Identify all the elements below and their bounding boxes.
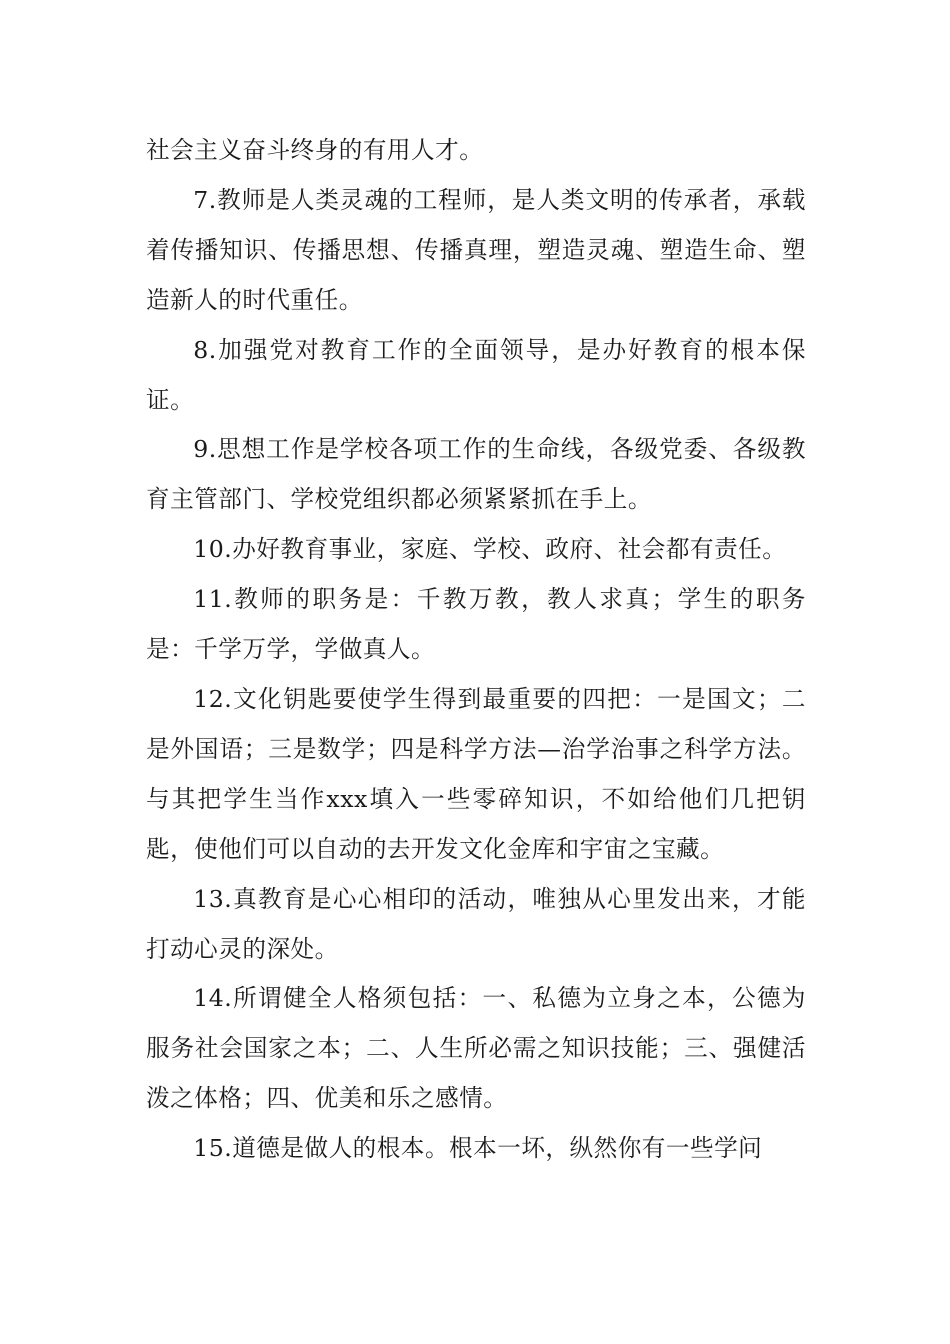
paragraph-item-9: 9.思想工作是学校各项工作的生命线，各级党委、各级教育主管部门、学校党组织都必须紧紧抓在手上。 — [146, 435, 806, 514]
paragraph-item-11: 11.教师的职务是：千教万教，教人求真；学生的职务是：千学万学，学做真人。 — [146, 585, 806, 664]
paragraph-item-8: 8.加强党对教育工作的全面领导，是办好教育的根本保证。 — [146, 335, 806, 414]
paragraph-continuation: 社会主义奋斗终身的有用人才。 — [146, 136, 484, 164]
paragraph-item-13: 13.真教育是心心相印的活动，唯独从心里发出来，才能打动心灵的深处。 — [146, 884, 806, 963]
document-page — [146, 126, 806, 1174]
paragraph-item-15: 15.道德是做人的根本。根本一坏，纵然你有一些学问 — [193, 1134, 763, 1163]
paragraph-item-10: 10.办好教育事业，家庭、学校、政府、社会都有责任。 — [193, 535, 787, 564]
paragraph-item-7: 7.教师是人类灵魂的工程师，是人类文明的传承者，承载着传播知识、传播思想、传播真理，塑造灵魂、塑造生命、塑造新人的时代重任。 — [146, 185, 806, 314]
paragraph-item-12: 12.文化钥匙要使学生得到最重要的四把：一是国文；二是外国语；三是数学；四是科学方法—治学治事之科学方法。与其把学生当作xxx填入一些零碎知识，不如给他们几把钥匙，使他们可以自动的去开发文化金库和宇宙之宝藏。 — [146, 684, 806, 863]
paragraph-item-14: 14.所谓健全人格须包括：一、私德为立身之本，公德为服务社会国家之本；二、人生所必需之知识技能；三、强健活泼之体格；四、优美和乐之感情。 — [146, 984, 806, 1113]
